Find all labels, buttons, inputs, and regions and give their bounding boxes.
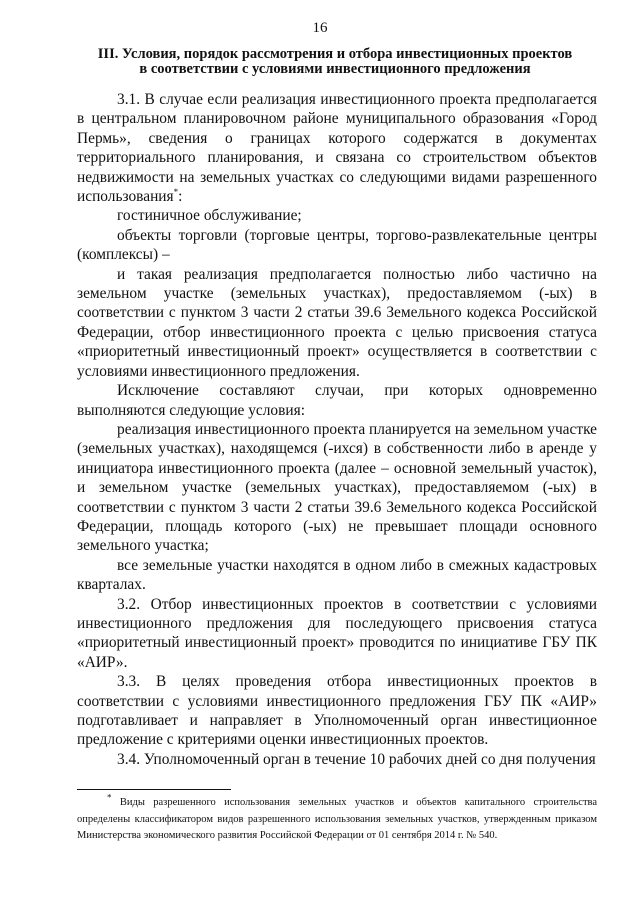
- footnote-separator: [77, 789, 231, 790]
- paragraph-3-2: 3.2. Отбор инвестиционных проектов в соответствии с условиями инвестиционного предложения для последующего присвоения статуса «приоритетный инвестиционный проект» проводится по инициативе ГБУ ПК «АИР».: [77, 595, 597, 671]
- paragraph-exception: Исключение составляют случаи, при которых одновременно выполняются следующие условия:: [77, 382, 597, 419]
- list-item-hotel-services: гостиничное обслуживание;: [117, 207, 302, 225]
- paragraph-3-4: 3.4. Уполномоченный орган в течение 10 рабочих дней со дня получения: [117, 750, 596, 768]
- body-text: [77, 90, 597, 769]
- section-heading-line-1: III. Условия, порядок рассмотрения и отбора инвестиционных проектов: [97, 46, 573, 62]
- paragraph-3-1-text: 3.1. В случае если реализация инвестиционного проекта предполагается в центральном планировочном районе муниципального образования «Город Пермь», сведения о границах которого содержатся в документах территориального планирования, и связана со строительством объектов недвижимости на земельных участках со следующими видами разрешенного использования: [77, 91, 597, 206]
- footnote-text: Виды разрешенного использования земельных участков и объектов капитального строительства определены классификатором видов разрешенного использования земельных участков, утвержденным приказом Министерства экономического развития Российской Федерации от 01 сентября 2014 г. № 540.: [77, 797, 598, 841]
- paragraph-3-3: 3.3. В целях проведения отбора инвестиционных проектов в соответствии с условиями инвестиционного предложения ГБУ ПК «АИР» подготавливает и направляет в Уполномоченный орган инвестиционное предложение с критериями оценки инвестиционных проектов.: [77, 673, 597, 749]
- section-heading: [70, 47, 600, 77]
- paragraph-realization: и такая реализация предполагается полностью либо частично на земельном участке (земельных участках), предоставляемом (-ых) в соответствии с пунктом 3 части 2 статьи 39.6 Земельного кодекса Российской Федерации, отбор инвестиционного проекта с целью присвоения статуса «приоритетный инвестиционный проект» осуществляется в соответствии с условиями инвестиционного предложения.: [77, 265, 597, 380]
- paragraph-3-1: [77, 90, 597, 206]
- footnote-paragraph: [77, 792, 598, 845]
- footnote: [77, 792, 598, 845]
- footnote-marker: *: [107, 792, 112, 803]
- section-heading-line-2: в соответствии с условиями инвестиционного предложения: [139, 61, 531, 77]
- condition-1: реализация инвестиционного проекта планируется на земельном участке (земельных участках), находящемся (-ихся) в собственности либо в аренде у инициатора инвестиционного проекта (далее – основной земельный участок), и земельном участке (земельных участках), предоставляемом (-ых) в соответствии с пунктом 3 части 2 статьи 39.6 Земельного кодекса Российской Федерации, площадь которого (-ых) не превышает площади основного земельного участка;: [77, 420, 597, 555]
- footnote-reference: *: [173, 186, 179, 197]
- condition-2: все земельные участки находятся в одном либо в смежных кадастровых кварталах.: [77, 556, 597, 594]
- paragraph-3-1-colon: :: [178, 188, 183, 206]
- list-item-trade-objects: объекты торговли (торговые центры, торгово-развлекательные центры (комплексы) –: [77, 226, 597, 264]
- page-number: 16: [312, 20, 328, 36]
